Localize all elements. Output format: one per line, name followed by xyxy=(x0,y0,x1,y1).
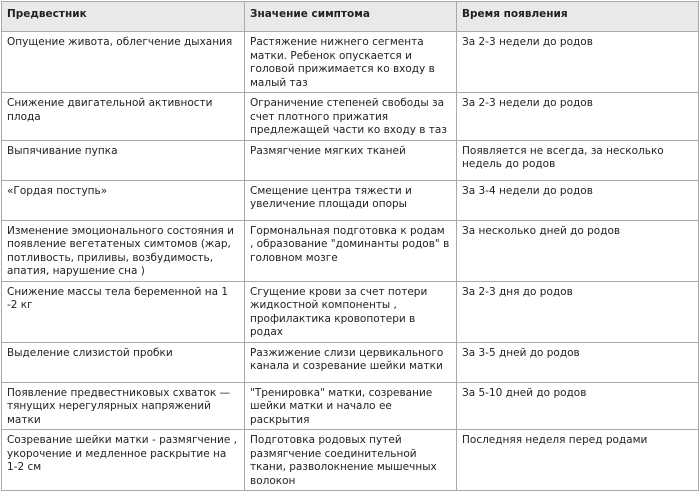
table-row xyxy=(2,342,699,382)
cell-onset-time: Появляется не всегда, за несколько недель до родов xyxy=(457,140,699,180)
cell-symptom-meaning: Сгущение крови за счет потери жидкостной компоненты , профилактика кровопотери в родах xyxy=(245,281,457,342)
cell-onset-time: Последняя неделя перед родами xyxy=(457,430,699,491)
cell-harbinger: «Гордая поступь» xyxy=(2,180,245,220)
cell-symptom-meaning: Разжижение слизи цервикального канала и созревание шейки матки xyxy=(245,342,457,382)
cell-harbinger: Снижение массы тела беременной на 1 -2 кг xyxy=(2,281,245,342)
harbingers-table xyxy=(1,1,699,491)
table-row xyxy=(2,93,699,141)
cell-symptom-meaning: Растяжение нижнего сегмента матки. Ребенок опускается и головой прижимается ко входу в малый таз xyxy=(245,32,457,93)
cell-symptom-meaning: Смещение центра тяжести и увеличение площади опоры xyxy=(245,180,457,220)
table-row xyxy=(2,382,699,430)
cell-harbinger: Появление предвестниковых схваток — тянущих нерегулярных напряжений матки xyxy=(2,382,245,430)
cell-harbinger: Выделение слизистой пробки xyxy=(2,342,245,382)
cell-symptom-meaning: Ограничение степеней свободы за счет плотного прижатия предлежащей части ко входу в таз xyxy=(245,93,457,141)
cell-symptom-meaning: "Тренировка" матки, созревание шейки матки и начало ее раскрытия xyxy=(245,382,457,430)
header-harbinger: Предвестник xyxy=(2,2,245,32)
cell-onset-time: За несколько дней до родов xyxy=(457,220,699,281)
table-header-row xyxy=(2,2,699,32)
cell-harbinger: Снижение двигательной активности плода xyxy=(2,93,245,141)
header-onset-time: Время появления xyxy=(457,2,699,32)
header-symptom-meaning: Значение симптома xyxy=(245,2,457,32)
table-row xyxy=(2,180,699,220)
cell-harbinger: Изменение эмоционального состояния и появление вегетатеных симтомов (жар, потливость, приливы, возбудимость, апатия, нарушение сна ) xyxy=(2,220,245,281)
cell-onset-time: За 3-5 дней до родов xyxy=(457,342,699,382)
table-row xyxy=(2,430,699,491)
cell-onset-time: За 5-10 дней до родов xyxy=(457,382,699,430)
cell-onset-time: За 2-3 недели до родов xyxy=(457,93,699,141)
table-row xyxy=(2,140,699,180)
cell-harbinger: Опущение живота, облегчение дыхания xyxy=(2,32,245,93)
table-row xyxy=(2,281,699,342)
table-row xyxy=(2,220,699,281)
cell-onset-time: За 2-3 недели до родов xyxy=(457,32,699,93)
cell-onset-time: За 3-4 недели до родов xyxy=(457,180,699,220)
cell-onset-time: За 2-3 дня до родов xyxy=(457,281,699,342)
cell-symptom-meaning: Гормональная подготовка к родам , образование "доминанты родов" в головном мозге xyxy=(245,220,457,281)
cell-symptom-meaning: Размягчение мягких тканей xyxy=(245,140,457,180)
cell-harbinger: Созревание шейки матки - размягчение , укорочение и медленное раскрытие на 1-2 см xyxy=(2,430,245,491)
cell-harbinger: Выпячивание пупка xyxy=(2,140,245,180)
table-row xyxy=(2,32,699,93)
cell-symptom-meaning: Подготовка родовых путей размягчение соединительной ткани, разволокнение мышечных волокон xyxy=(245,430,457,491)
